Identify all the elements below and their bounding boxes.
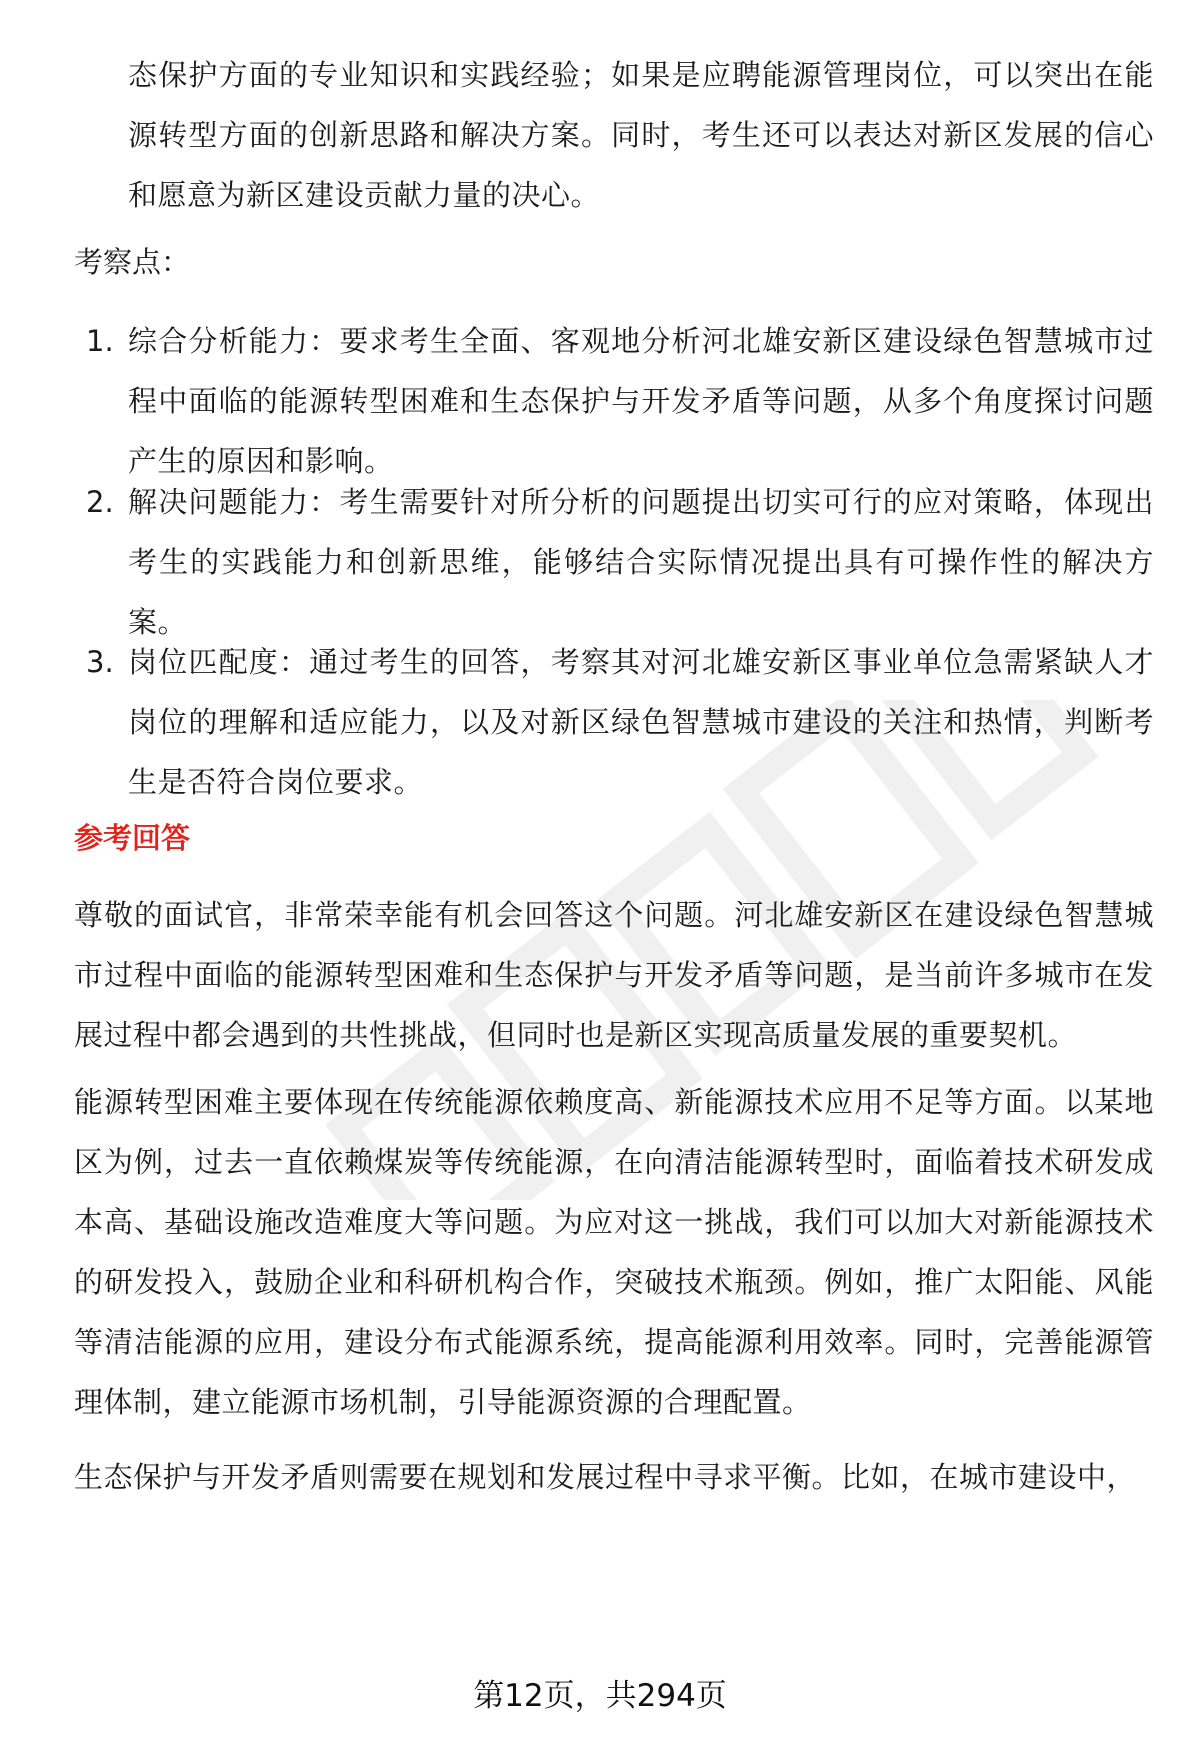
list-number: 1.: [86, 324, 114, 358]
list-number: 3.: [86, 645, 114, 679]
intro-paragraph: 态保护方面的专业知识和实践经验；如果是应聘能源管理岗位，可以突出在能源转型方面的创新思路和解决方案。同时，考生还可以表达对新区发展的信心和愿意为新区建设贡献力量的决心。: [128, 58, 1154, 212]
answer-paragraph-3: 生态保护与开发矛盾则需要在规划和发展过程中寻求平衡。比如，在城市建设中，: [74, 1460, 1137, 1494]
answer-heading: 参考回答: [74, 821, 191, 855]
answer-paragraph-1: 尊敬的面试官，非常荣幸能有机会回答这个问题。河北雄安新区在建设绿色智慧城市过程中面临的能源转型困难和生态保护与开发矛盾等问题，是当前许多城市在发展过程中都会遇到的共性挑战，但同时也是新区实现高质量发展的重要契机。: [74, 898, 1154, 1052]
page-footer: 第12页，共294页: [473, 1678, 727, 1714]
answer-paragraph-2: 能源转型困难主要体现在传统能源依赖度高、新能源技术应用不足等方面。以某地区为例，过去一直依赖煤炭等传统能源，在向清洁能源转型时，面临着技术研发成本高、基础设施改造难度大等问题。为应对这一挑战，我们可以加大对新能源技术的研发投入，鼓励企业和科研机构合作，突破技术瓶颈。例如，推广太阳能、风能等清洁能源的应用，建设分布式能源系统，提高能源利用效率。同时，完善能源管理体制，建立能源市场机制，引导能源资源的合理配置。: [74, 1085, 1154, 1419]
list-text: 岗位匹配度：通过考生的回答，考察其对河北雄安新区事业单位急需紧缺人才岗位的理解和适应能力，以及对新区绿色智慧城市建设的关注和热情，判断考生是否符合岗位要求。: [128, 645, 1154, 799]
list-text: 解决问题能力：考生需要针对所分析的问题提出切实可行的应对策略，体现出考生的实践能力和创新思维，能够结合实际情况提出具有可操作性的解决方案。: [128, 485, 1154, 639]
list-number: 2.: [86, 485, 114, 519]
list-text: 综合分析能力：要求考生全面、客观地分析河北雄安新区建设绿色智慧城市过程中面临的能源转型困难和生态保护与开发矛盾等问题，从多个角度探讨问题产生的原因和影响。: [128, 324, 1154, 478]
focus-heading: 考察点：: [74, 245, 191, 279]
